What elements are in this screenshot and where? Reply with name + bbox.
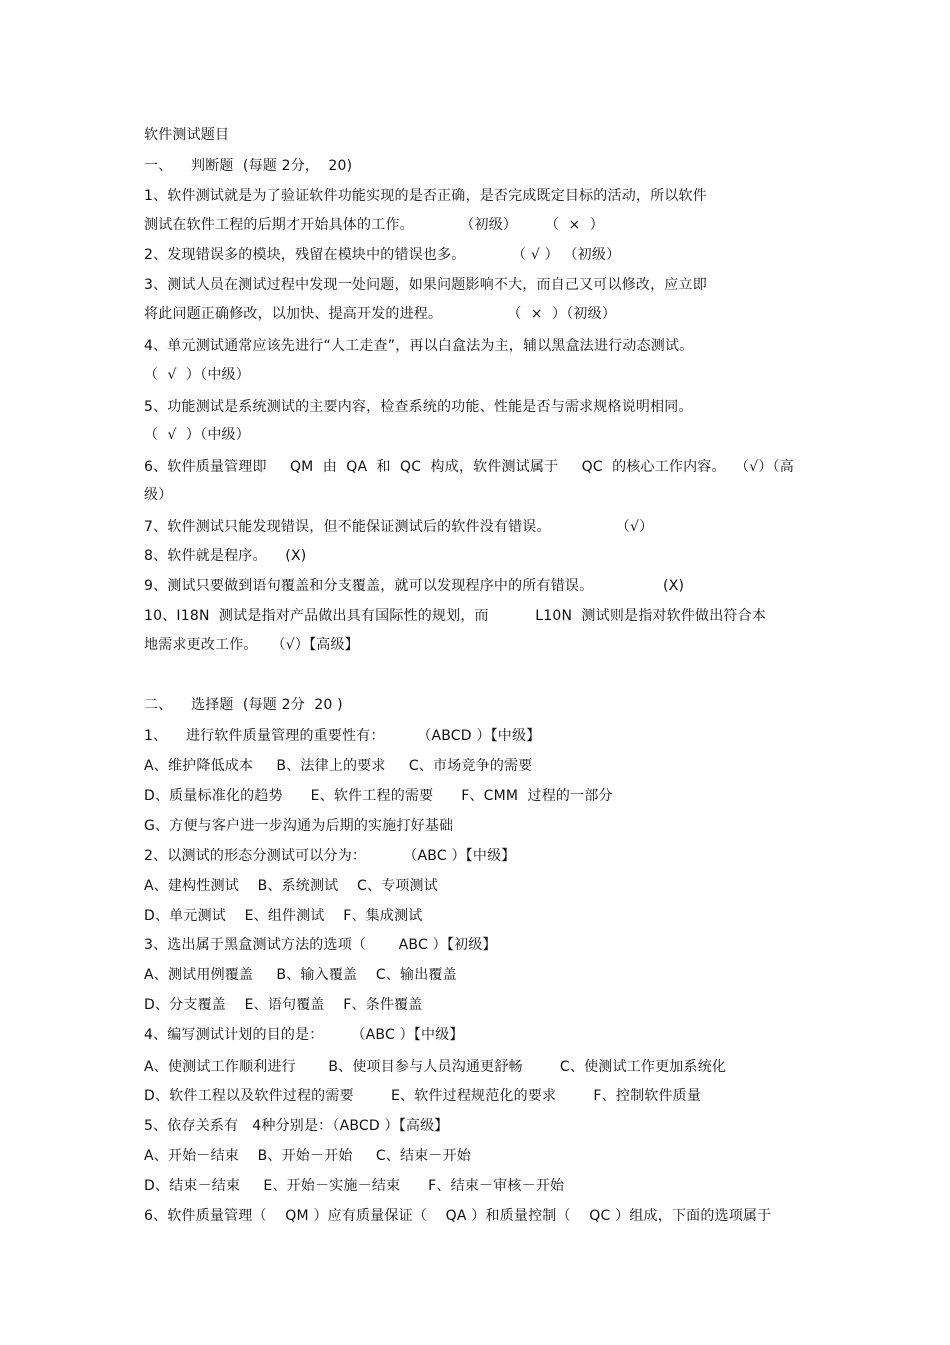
question-line: 3、选出属于黑盒测试方法的选项（ ABC ）【初级】: [144, 937, 497, 953]
option-line: D、分支覆盖 E、语句覆盖 F、条件覆盖: [144, 997, 423, 1013]
question-line: 2、发现错误多的模块，残留在模块中的错误也多。 （ √ ） （初级）: [144, 247, 621, 263]
question-line: 6、软件质量管理即 QM 由 QA 和 QC 构成，软件测试属于 QC 的核心工作内容。 （√）（高: [144, 459, 794, 475]
question-line: 级）: [144, 487, 173, 503]
document-title: 软件测试题目: [144, 127, 230, 143]
section-heading-true-false: 一、 判断题 (每题 2分， 20): [144, 158, 353, 174]
question-line: 3、测试人员在测试过程中发现一处问题，如果问题影响不大，而自己又可以修改，应立即: [144, 277, 707, 293]
option-line: A、开始－结束 B、开始－开始 C、结束－开始: [144, 1148, 472, 1164]
option-line: D、软件工程以及软件过程的需要 E、软件过程规范化的要求 F、控制软件质量: [144, 1088, 702, 1104]
answer-line: （ √ ）（中级）: [144, 427, 250, 443]
question-line: 地需求更改工作。 （√）【高级】: [144, 637, 359, 653]
option-line: A、建构性测试 B、系统测试 C、专项测试: [144, 878, 438, 894]
question-line: 2、以测试的形态分测试可以分为： （ABC ）【中级】: [144, 848, 516, 864]
question-line: 7、软件测试只能发现错误，但不能保证测试后的软件没有错误。 （√）: [144, 519, 654, 535]
question-line: 9、测试只要做到语句覆盖和分支覆盖，就可以发现程序中的所有错误。 (X): [144, 578, 685, 594]
section-heading-multiple-choice: 二、 选择题 (每题 2分 20 ): [144, 697, 343, 713]
option-line: A、使测试工作顺利进行 B、使项目参与人员沟通更舒畅 C、使测试工作更加系统化: [144, 1059, 727, 1075]
option-line: D、结束－结束 E、开始－实施－结束 F、结束－审核－开始: [144, 1178, 565, 1194]
question-line: 4、单元测试通常应该先进行“人工走查”，再以白盒法为主，辅以黑盒法进行动态测试。: [144, 338, 694, 354]
question-line: 5、功能测试是系统测试的主要内容，检查系统的功能、性能是否与需求规格说明相同。: [144, 399, 693, 415]
question-line: 1、软件测试就是为了验证软件功能实现的是否正确，是否完成既定目标的活动，所以软件: [144, 188, 707, 204]
question-line: 8、软件就是程序。 (X): [144, 548, 307, 564]
question-line: 10、I18N 测试是指对产品做出具有国际性的规划，而 L10N 测试则是指对软件做出符合本: [144, 608, 767, 624]
option-line: D、质量标准化的趋势 E、软件工程的需要 F、CMM 过程的一部分: [144, 788, 613, 804]
option-line: A、测试用例覆盖 B、输入覆盖 C、输出覆盖: [144, 967, 457, 983]
option-line: A、维护降低成本 B、法律上的要求 C、市场竞争的需要: [144, 758, 533, 774]
question-line: 测试在软件工程的后期才开始具体的工作。 （初级） （ × ）: [144, 217, 604, 233]
question-line: 4、编写测试计划的目的是： （ABC ）【中级】: [144, 1027, 464, 1043]
question-line: 5、依存关系有 4种分别是：（ABCD ）【高级】: [144, 1118, 449, 1134]
option-line: G、方便与客户进一步沟通为后期的实施打好基础: [144, 818, 454, 834]
question-line: 6、软件质量管理（ QM ）应有质量保证（ QA ）和质量控制（ QC ）组成，下面的选项属于: [144, 1208, 772, 1224]
option-line: D、单元测试 E、组件测试 F、集成测试: [144, 908, 423, 924]
question-line: 1、 进行软件质量管理的重要性有： （ABCD ）【中级】: [144, 728, 541, 744]
question-line: 将此问题正确修改，以加快、提高开发的进程。 （ × ）（初级）: [144, 306, 617, 322]
answer-line: （ √ ）（中级）: [144, 367, 250, 383]
